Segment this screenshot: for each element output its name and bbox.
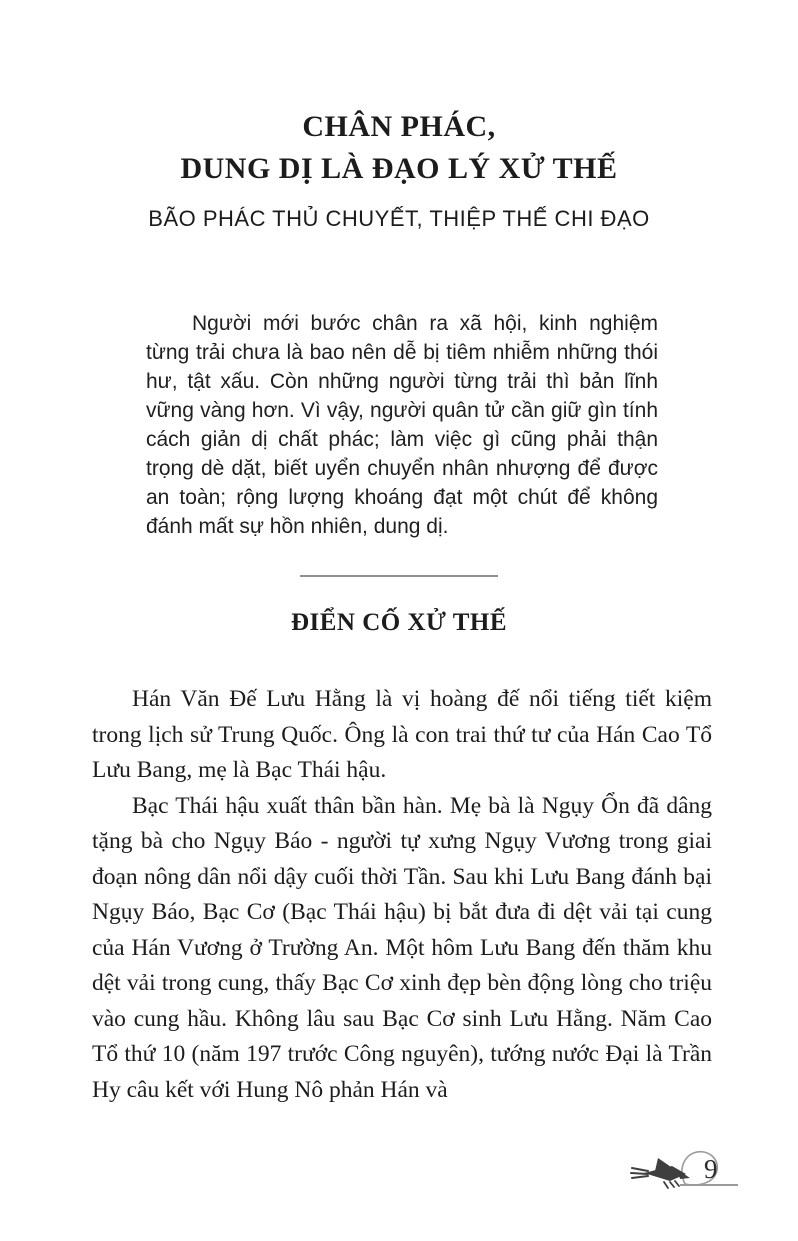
chapter-title xyxy=(0,0,798,190)
story-body xyxy=(92,682,712,1108)
chapter-title-line1: CHÂN PHÁC, xyxy=(302,110,496,143)
page-number: 9 xyxy=(704,1154,718,1184)
page-footer xyxy=(628,1144,748,1194)
chapter-subtitle: BÃO PHÁC THỦ CHUYẾT, THIỆP THẾ CHI ĐẠO xyxy=(148,206,650,231)
chapter-title-line2: DUNG DỊ LÀ ĐẠO LÝ XỬ THẾ xyxy=(180,152,618,185)
section-divider xyxy=(300,575,498,577)
section-heading: ĐIỂN CỐ XỬ THẾ xyxy=(290,609,508,636)
flying-bird-icon xyxy=(628,1144,738,1194)
story-paragraph: Hán Văn Đế Lưu Hằng là vị hoàng đế nổi tiếng tiết kiệm trong lịch sử Trung Quốc. Ông là con trai thứ tư của Hán Cao Tổ Lưu Bang, mẹ là Bạc Thái hậu. xyxy=(92,686,712,783)
intro-quote: Người mới bước chân ra xã hội, kinh nghiệm từng trải chưa là bao nên dễ bị tiêm nhiễm những thói hư, tật xấu. Còn những người từng trải thì bản lĩnh vững vàng hơn. Vì vậy, người quân tử cần giữ gìn tính cách giản dị chất phác; làm việc gì cũng phải thận trọng dè dặt, biết uyển chuyển nhân nhượng để được an toàn; rộng lượng khoáng đạt một chút để không đánh mất sự hồn nhiên, dung dị. xyxy=(146,312,658,538)
story-paragraph: Bạc Thái hậu xuất thân bần hàn. Mẹ bà là Ngụy Ổn đã dâng tặng bà cho Ngụy Báo - người tự xưng Ngụy Vương trong giai đoạn nông dân nổi dậy cuối thời Tần. Sau khi Lưu Bang đánh bại Ngụy Báo, Bạc Cơ (Bạc Thái hậu) bị bắt đưa đi dệt vải tại cung của Hán Vương ở Trường An. Một hôm Lưu Bang đến thăm khu dệt vải trong cung, thấy Bạc Cơ xinh đẹp bèn động lòng cho triệu vào cung hầu. Không lâu sau Bạc Cơ sinh Lưu Hằng. Năm Cao Tổ thứ 10 (năm 197 trước Công nguyên), tướng nước Đại là Trần Hy câu kết với Hung Nô phản Hán và xyxy=(92,792,712,1103)
